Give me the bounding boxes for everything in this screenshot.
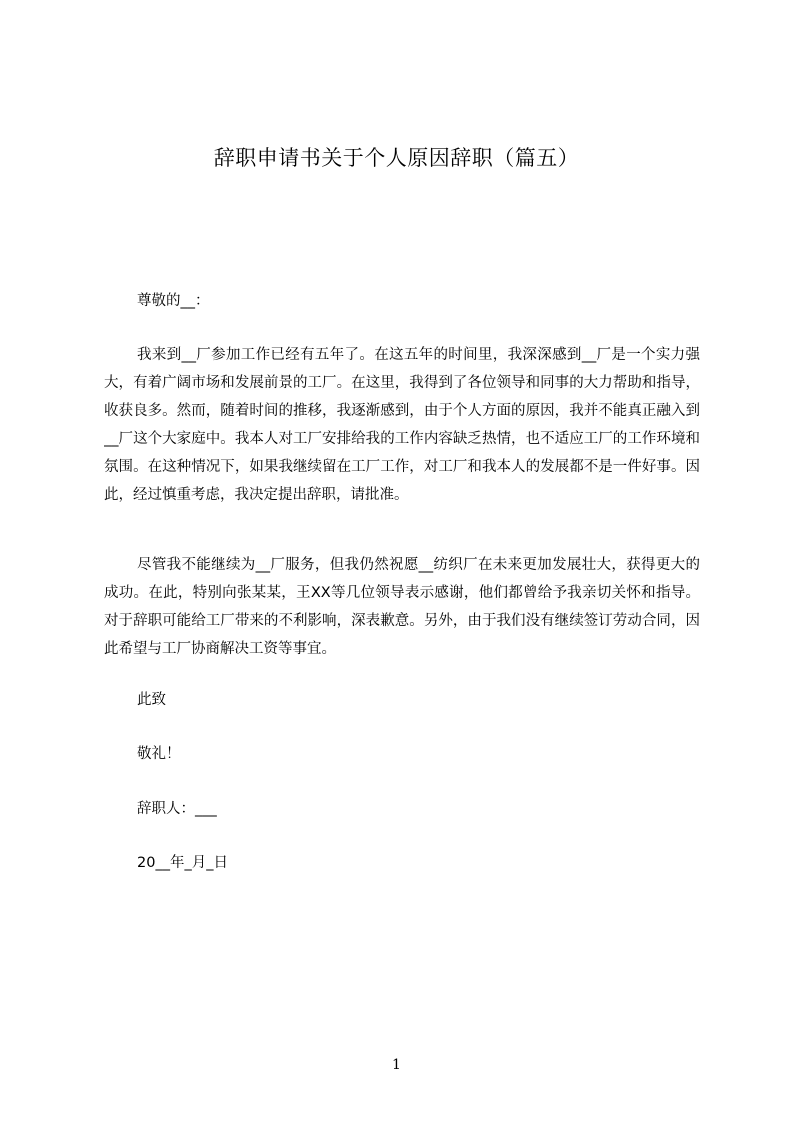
page-number: 1 (392, 1057, 401, 1073)
salutation: 尊敬的__： (137, 293, 210, 309)
date-line: 20__年_月_日 (137, 855, 228, 871)
signature-line: 辞职人：___ (137, 801, 217, 817)
body-paragraph-2: 尽管我不能继续为__厂服务，但我仍然祝愿__纺织厂在未来更加发展壮大，获得更大的成功。在此，特别向张某某，王XX等几位领导表示感谢，他们都曾给予我亲切关怀和指导。对于辞职可能给工厂带来的不利影响，深表歉意。另外，由于我们没有继续签订劳动合同，因此希望与工厂协商解决工资等事宜。 (104, 557, 700, 657)
regards-line: 敬礼！ (137, 746, 181, 762)
body-paragraph-1: 我来到__厂参加工作已经有五年了。在这五年的时间里，我深深感到__厂是一个实力强大，有着广阔市场和发展前景的工厂。在这里，我得到了各位领导和同事的大力帮助和指导，收获良多。然而，随着时间的推移，我逐渐感到，由于个人方面的原因，我并不能真正融入到__厂这个大家庭中。我本人对工厂安排给我的工作内容缺乏热情，也不适应工厂的工作环境和氛围。在这种情况下，如果我继续留在工厂工作，对工厂和我本人的发展都不是一件好事。因此，经过慎重考虑，我决定提出辞职，请批准。 (104, 347, 700, 503)
closing-line: 此致 (137, 692, 166, 708)
page-title: 辞职申请书关于个人原因辞职（篇五） (213, 146, 580, 170)
